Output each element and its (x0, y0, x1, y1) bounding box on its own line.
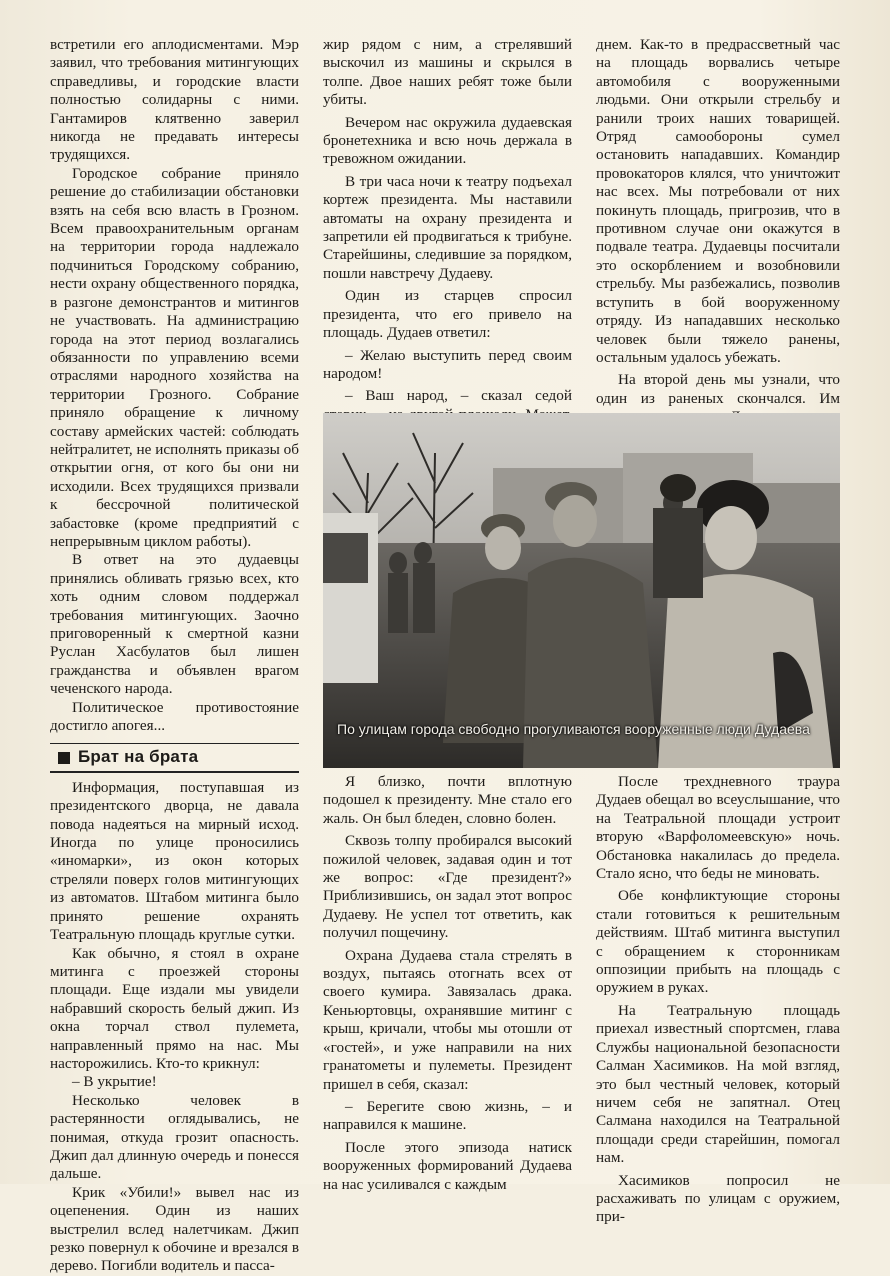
text-column-3 (596, 36, 840, 427)
paragraph: После этого эпизода натиск вооруженных формирований Дудаева на нас усиливался с каждым (323, 1138, 572, 1193)
paragraph: встретили его аплодисментами. Мэр заявил, что требования митингующих справедливы, и городские власти полностью солидарны с ними. Гантамиров клятвенно заверил никогда не предавать интересы трудящихся. (50, 36, 299, 164)
paragraph: Городское собрание приняло решение до стабилизации обстановки взять на себя всю власть в Грозном. Всем правоохранительным органам на территории города надлежало подчиниться Городскому собранию, нести охрану общественного порядка, в разгоне демонстрантов и митингов не участвовать. На администрацию города на этот период возлагались обязанности по управлению всеми отраслями народного хозяйства на территории Грозного. Собрание приняло обращение к личному составу армейских частей: соблюдать нейтралитет, не исполнять приказы об открытии огня, от кого бы они ни исходили. Всех трудящихся призвали к бессрочной политической забастовке (кроме предприятий с непрерывным циклом работы). (50, 164, 299, 550)
paragraph: Информация, поступавшая из президентского дворца, не давала повода надеяться на мирный исход. Иногда по улице проносились «иномарки», из окон которых стреляли поверх голов митингующих из автоматов. Штабом митинга было принято решение охранять Театральную площадь круглые сутки. (50, 778, 299, 944)
section-heading-text: Брат на брата (78, 747, 199, 767)
paragraph: В три часа ночи к театру подъехал кортеж президента. Мы наставили автоматы на охрану президента и запретили ей продвигаться к трибуне. Старейшины, следившие за порядком, пошли навстречу Дудаеву. (323, 172, 572, 282)
paragraph: – Желаю выступить перед своим народом! (323, 346, 572, 382)
heading-marker (58, 752, 70, 764)
text-column-3-bottom (596, 773, 840, 1227)
paragraph: Несколько человек в растерянности оглядывались, не понимая, откуда грозит опасность. Джип дал длинную очередь и понесся дальше. (50, 1091, 299, 1183)
text-column-2 (323, 36, 572, 443)
paragraph: Политическое противостояние достигло апогея... (50, 698, 299, 735)
paragraph: Вечером нас окружила дудаевская бронетехника и всю ночь держала в тревожном ожидании. (323, 113, 572, 168)
paragraph: Сквозь толпу пробирался высокий пожилой человек, задавая один и тот же вопрос: «Где президент?» Приблизившись, он задал этот вопрос Дудаеву. Не успел тот ответить, как получил пощечину. (323, 832, 572, 942)
paragraph: На Театральную площадь приехал известный спортсмен, глава Службы национальной безопасности Салман Хасимиков. На мой взгляд, это был честный человек, который ничем себя не запятнал. Отец Салмана находился на Театральной площади среди старейшин, помогал нам. (596, 1001, 840, 1167)
photo-caption: По улицам города свободно прогуливаются вооруженные люди Дудаева (337, 721, 810, 737)
paragraph: Я близко, почти вплотную подошел к президенту. Мне стало его жаль. Он был бледен, словно болен. (323, 773, 572, 827)
paragraph: На второй день мы узнали, что один из раненых скончался. Им (596, 371, 840, 407)
section-heading (50, 743, 299, 772)
paragraph: Хасимиков попросил не расхаживать по улицам с оружием, при- (596, 1171, 840, 1226)
paragraph: днем. Как-то в предрассветный час на площадь ворвались четыре автомобиля с вооруженными людьми. Они открыли стрельбу и ранили троих наших товарищей. Отряд самообороны сумел остановить нападавших. Командир провокаторов клялся, что уничтожит нас всех. Мы потребовали от них покинуть площадь, пригрозив, что в противном случае они окажутся в подвале театра. Дудаевцы посчитали это оскорблением и возобновили стрельбу. Мы разбежались, позволив вступить в бой вооруженному отряду. Из нападавших несколько человек были тяжело ранены, остальным удалось убежать. (596, 36, 840, 366)
paragraph: жир рядом с ним, а стрелявший выскочил из машины и скрылся в толпе. Двое наших ребят тоже были убиты. (323, 36, 572, 109)
paragraph: – Берегите свою жизнь, – и направился к машине. (323, 1097, 572, 1134)
text-column-2-bottom (323, 773, 572, 1194)
paragraph: После трехдневного траура Дудаев обещал во всеуслышание, что на Театральной площади устроит вторую «Варфоломеевскую» ночь. Обстановка накалилась до предела. Стало ясно, что беды не миновать. (596, 773, 840, 883)
paragraph: Охрана Дудаева стала стрелять в воздух, пытаясь отогнать всех от своего кумира. Завязалась драка. Кеньюртовцы, охранявшие митинг с крыш, кричали, чтобы мы отошли от «гостей», и уже направили на них гранатометы и пулеметы. Президент пришел в себя, сказал: (323, 946, 572, 1093)
paragraph: Обе конфликтующие стороны стали готовиться к решительным действиям. Штаб митинга выступил с обращением к сторонникам оппозиции прибыть на площадь с оружием в руках. (596, 887, 840, 997)
photo-illustration (323, 413, 840, 768)
paragraph: – В укрытие! (72, 1073, 157, 1091)
paragraph: Как обычно, я стоял в охране митинга с проезжей стороны площади. Еще издали мы увидели набравший скорость белый джип. Из окна торчал ствол пулемета, направленный прямо на нас. Мы насторожились. Кто-то крикнул: (50, 944, 299, 1072)
paragraph: Крик «Убили!» вывел нас из оцепенения. Один из наших выстрелил вслед налетчикам. Джип резко повернул к обочине и врезался в дерево. Погибли водитель и пасса- (50, 1183, 299, 1275)
paragraph: – Ваш народ, – сказал седой (345, 387, 572, 405)
paragraph: В ответ на это дудаевцы принялись обливать грязью всех, кто хоть одним словом поддержал требования митингующих. Заочно приговоренный к смертной казни Руслан Хасбулатов был лишен гражданства и объявлен врагом чеченского народа. (50, 551, 299, 698)
text-column-1 (50, 36, 299, 1276)
paragraph: Один из старцев спросил президента, что его привело на площадь. Дудаев ответил: (323, 287, 572, 342)
news-photo (323, 413, 840, 768)
